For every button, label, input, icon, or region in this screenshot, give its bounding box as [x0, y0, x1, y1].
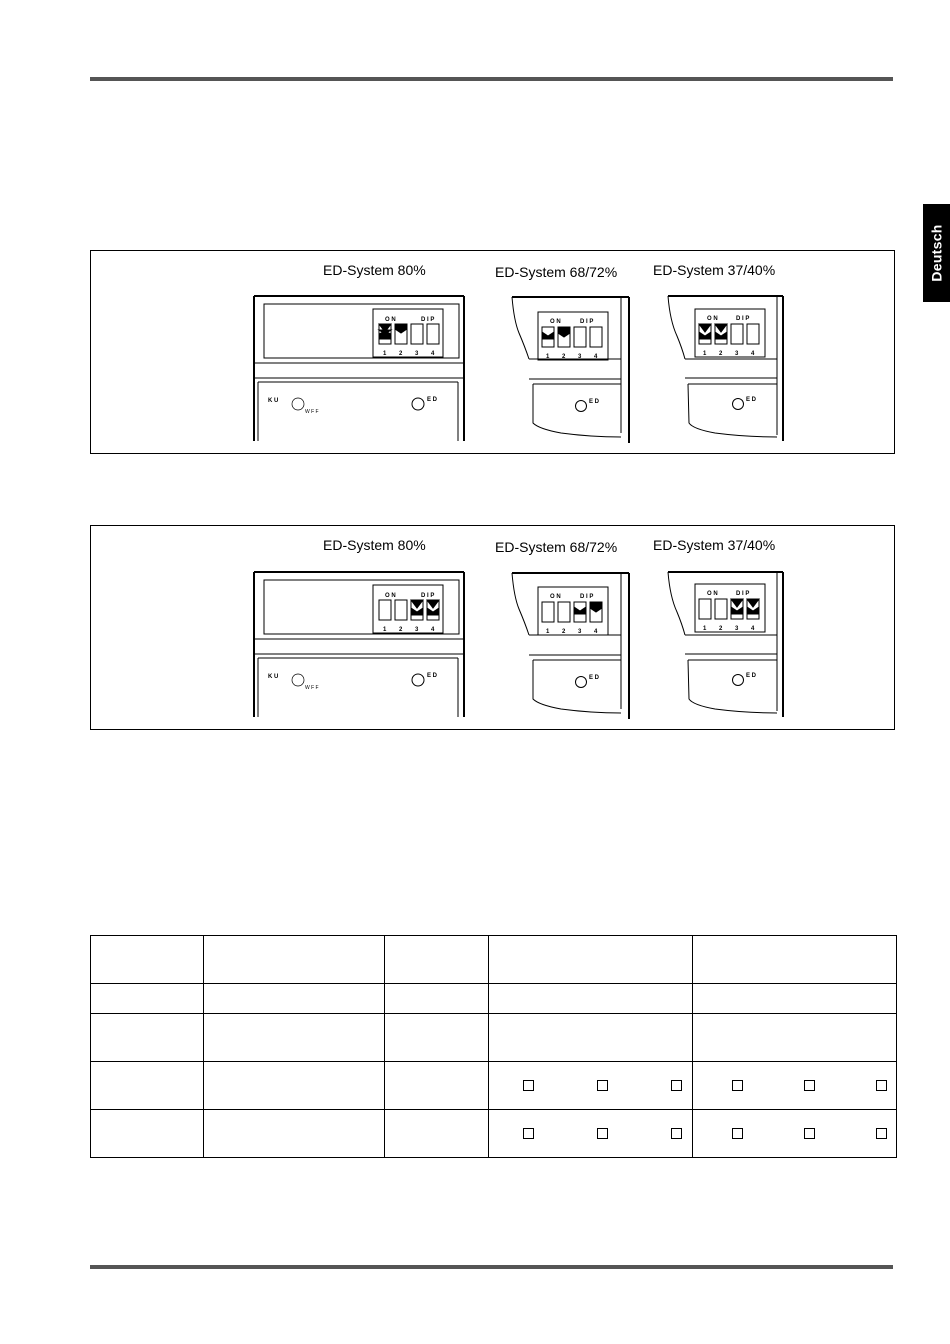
dip-on-label: O N	[550, 594, 561, 600]
checkbox[interactable]	[597, 1128, 608, 1139]
dip-switch-drawing-2	[91, 526, 896, 731]
ed-label: E D	[746, 397, 757, 403]
checkbox[interactable]	[804, 1128, 815, 1139]
dip-switch-figure-2	[90, 525, 895, 730]
unit-ed3740	[668, 572, 783, 717]
checkbox[interactable]	[523, 1128, 534, 1139]
dip-block-ed80	[373, 309, 443, 357]
dip-block-ed80	[373, 585, 443, 633]
caption-ed-system-37-40: ED-System 37/40%	[653, 262, 776, 278]
dip-num-1: 1	[703, 626, 707, 632]
dip-num-1: 1	[383, 627, 387, 633]
checkbox[interactable]	[876, 1128, 887, 1139]
dip-switch-2[interactable]	[715, 599, 727, 619]
dip-num-4: 4	[751, 626, 755, 632]
ku-label: K U	[268, 674, 279, 680]
language-tab[interactable]	[923, 204, 950, 302]
table-row	[91, 936, 897, 984]
checkbox-cell	[693, 1062, 897, 1110]
dip-num-1: 1	[703, 351, 707, 357]
table-cell	[489, 936, 693, 984]
table-cell	[385, 1014, 489, 1062]
bottom-rule	[90, 1265, 893, 1269]
dip-num-4: 4	[431, 627, 435, 633]
dip-switch-4[interactable]	[427, 324, 439, 344]
table-cell	[204, 1110, 385, 1158]
dip-num-4: 4	[751, 351, 755, 357]
dip-num-3: 3	[415, 627, 419, 633]
caption-ed-system-80: ED-System 80%	[323, 537, 426, 553]
dip-on-label: O N	[707, 316, 718, 322]
dip-switch-2[interactable]	[395, 600, 407, 620]
caption-ed-system-68-72: ED-System 68/72%	[495, 539, 618, 555]
table-cell	[693, 984, 897, 1014]
table-row	[91, 1062, 897, 1110]
dip-switch-drawing-1	[91, 251, 896, 455]
unit-ed6872	[512, 297, 629, 443]
checkbox[interactable]	[523, 1080, 534, 1091]
ku-label: K U	[268, 398, 279, 404]
dip-num-4: 4	[594, 354, 598, 360]
dip-num-2: 2	[399, 627, 403, 633]
dip-block-ed6872	[538, 587, 608, 635]
ed-label: E D	[427, 673, 438, 679]
dip-num-3: 3	[578, 629, 582, 635]
dip-num-3: 3	[578, 354, 582, 360]
dip-switch-4[interactable]	[747, 324, 759, 344]
table-cell	[489, 984, 693, 1014]
dip-on-label: O N	[550, 319, 561, 325]
dip-switch-3[interactable]	[731, 324, 743, 344]
settings-table	[90, 935, 897, 1158]
dip-switch-3[interactable]	[574, 327, 586, 347]
dip-switch-4[interactable]	[590, 327, 602, 347]
table-row	[91, 984, 897, 1014]
table-cell	[385, 1110, 489, 1158]
checkbox[interactable]	[597, 1080, 608, 1091]
dip-num-1: 1	[383, 351, 387, 357]
dip-dip-label: D I P	[580, 319, 594, 325]
table-cell	[91, 936, 204, 984]
dip-num-1: 1	[546, 629, 550, 635]
unit-ed3740	[668, 296, 783, 441]
dip-block-ed3740	[695, 309, 765, 357]
table-cell	[385, 1062, 489, 1110]
wff-label: W F F	[305, 685, 319, 691]
top-rule	[90, 77, 893, 81]
dip-switch-figure-1	[90, 250, 895, 454]
dip-dip-label: D I P	[421, 317, 435, 323]
dip-num-2: 2	[562, 629, 566, 635]
dip-on-label: O N	[385, 593, 396, 599]
dip-num-3: 3	[735, 351, 739, 357]
table-row	[91, 1110, 897, 1158]
table-row	[91, 1014, 897, 1062]
ed-label: E D	[427, 397, 438, 403]
table-cell	[693, 936, 897, 984]
dip-num-3: 3	[735, 626, 739, 632]
table-cell	[91, 1014, 204, 1062]
table-cell	[204, 984, 385, 1014]
dip-switch-1[interactable]	[699, 599, 711, 619]
table-cell	[489, 1014, 693, 1062]
wff-label: W F F	[305, 409, 319, 415]
table-cell	[204, 1062, 385, 1110]
checkbox[interactable]	[732, 1080, 743, 1091]
checkbox[interactable]	[671, 1080, 682, 1091]
unit-ed6872	[512, 573, 629, 719]
caption-ed-system-80: ED-System 80%	[323, 262, 426, 278]
dip-switch-3[interactable]	[411, 324, 423, 344]
table-cell	[204, 1014, 385, 1062]
dip-on-label: O N	[385, 317, 396, 323]
dip-dip-label: D I P	[580, 594, 594, 600]
language-tab-label: Deutsch	[928, 224, 945, 282]
dip-block-ed6872	[538, 312, 608, 360]
dip-num-2: 2	[719, 351, 723, 357]
checkbox-cell	[489, 1062, 693, 1110]
dip-num-2: 2	[719, 626, 723, 632]
dip-switch-1[interactable]	[542, 602, 554, 622]
table-cell	[385, 936, 489, 984]
dip-block-ed3740	[695, 584, 765, 632]
checkbox-cell	[693, 1110, 897, 1158]
dip-num-3: 3	[415, 351, 419, 357]
dip-num-2: 2	[399, 351, 403, 357]
table-cell	[204, 936, 385, 984]
dip-dip-label: D I P	[736, 316, 750, 322]
checkbox[interactable]	[671, 1128, 682, 1139]
caption-ed-system-37-40: ED-System 37/40%	[653, 537, 776, 553]
checkbox[interactable]	[804, 1080, 815, 1091]
dip-dip-label: D I P	[736, 591, 750, 597]
dip-num-2: 2	[562, 354, 566, 360]
dip-dip-label: D I P	[421, 593, 435, 599]
ed-label: E D	[589, 399, 600, 405]
checkbox[interactable]	[732, 1128, 743, 1139]
dip-on-label: O N	[707, 591, 718, 597]
table-cell	[91, 1062, 204, 1110]
dip-switch-2[interactable]	[558, 602, 570, 622]
ed-label: E D	[746, 673, 757, 679]
table-cell	[91, 1110, 204, 1158]
caption-ed-system-68-72: ED-System 68/72%	[495, 264, 618, 280]
dip-num-4: 4	[594, 629, 598, 635]
table-cell	[91, 984, 204, 1014]
checkbox-cell	[489, 1110, 693, 1158]
table-cell	[385, 984, 489, 1014]
dip-switch-1[interactable]	[379, 600, 391, 620]
dip-num-1: 1	[546, 354, 550, 360]
checkbox[interactable]	[876, 1080, 887, 1091]
dip-num-4: 4	[431, 351, 435, 357]
ed-label: E D	[589, 675, 600, 681]
table-cell	[693, 1014, 897, 1062]
